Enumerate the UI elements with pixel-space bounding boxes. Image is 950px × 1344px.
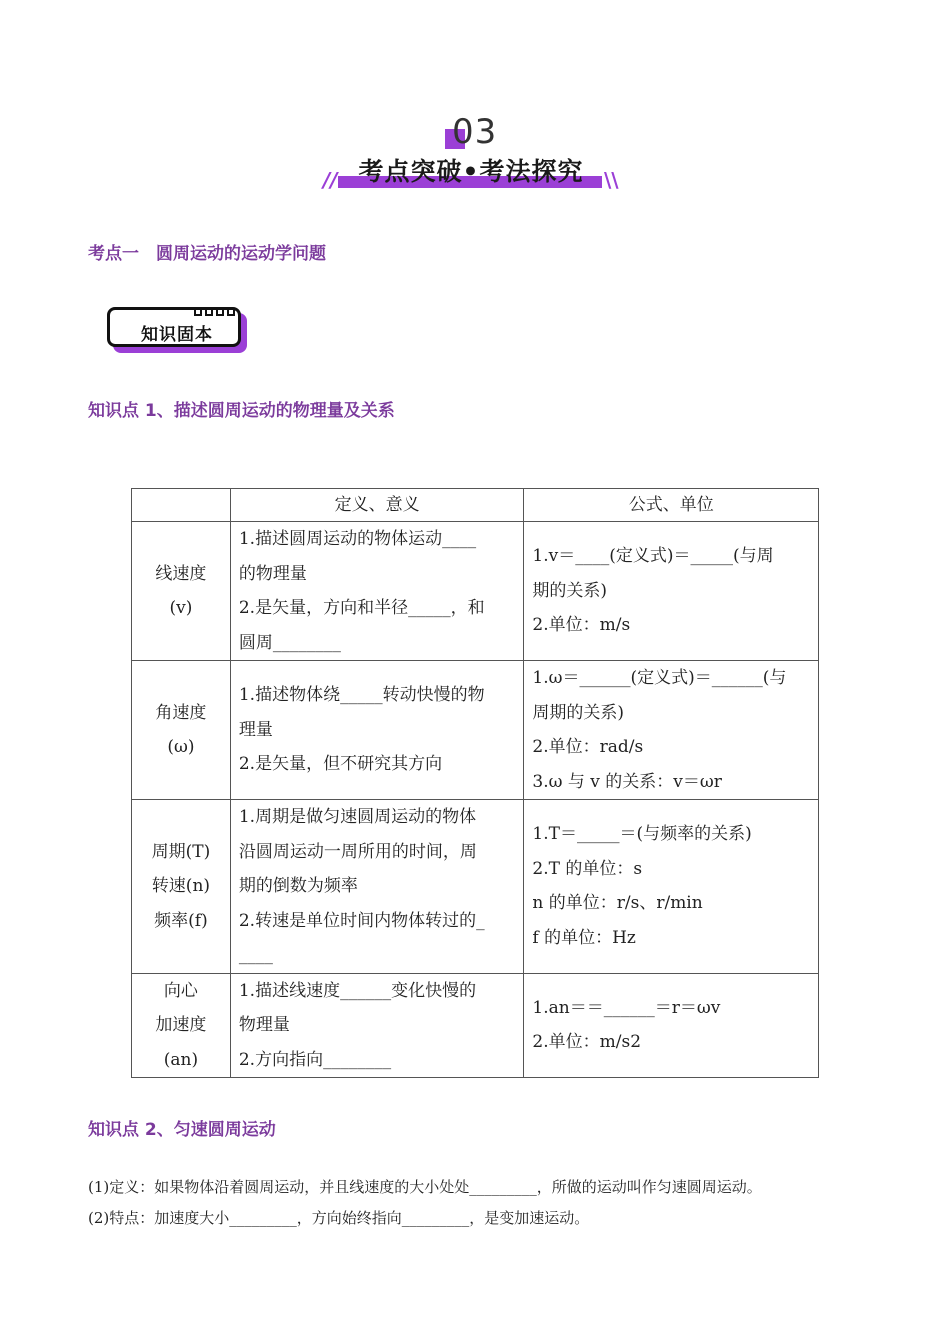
chapter-title: 考点突破•考法探究 — [358, 157, 584, 186]
table-row — [132, 800, 819, 974]
quantities-table — [131, 488, 819, 1078]
formula-cell: 1.an＝＝______＝r＝ωv 2.单位：m/s2 — [524, 973, 819, 1078]
knowledge-point-2-heading: 知识点 2、匀速圆周运动 — [88, 1120, 276, 1140]
header-cell-formula: 公式、单位 — [524, 489, 819, 522]
slash-decoration-right: \\ — [604, 168, 619, 192]
header-cell-empty — [132, 489, 231, 522]
badge-label: 知识固本 — [141, 325, 213, 345]
formula-cell: 1.v＝____(定义式)＝_____(与周 期的关系) 2.单位：m/s — [524, 522, 819, 661]
feature-paragraph: (2)特点：加速度大小_________，方向始终指向_________，是变加速运动。 — [88, 1209, 590, 1227]
definition-cell: 1.周期是做匀速圆周运动的物体 沿圆周运动一周所用的时间，周 期的倒数为频率 2.转速是单位时间内物体转过的_ ____ — [230, 800, 524, 974]
definition-cell: 1.描述物体绕_____转动快慢的物 理量 2.是矢量，但不研究其方向 — [230, 661, 524, 800]
quantity-name-cell: 线速度 (v) — [132, 522, 231, 661]
quantity-name-cell: 向心 加速度 (an) — [132, 973, 231, 1078]
definition-cell: 1.描述线速度______变化快慢的 物理量 2.方向指向________ — [230, 973, 524, 1078]
quantity-name-cell: 角速度 (ω) — [132, 661, 231, 800]
quantity-name-cell: 周期(T) 转速(n) 频率(f) — [132, 800, 231, 974]
table-row — [132, 661, 819, 800]
badge-binder-icon — [194, 308, 238, 316]
table-header-row — [132, 489, 819, 522]
chapter-header — [0, 112, 950, 202]
table-row — [132, 522, 819, 661]
definition-cell: 1.描述圆周运动的物体运动____ 的物理量 2.是矢量，方向和半径_____，和 圆周________ — [230, 522, 524, 661]
badge-box — [107, 307, 241, 347]
section-heading: 考点一 圆周运动的运动学问题 — [88, 244, 326, 264]
definition-paragraph: (1)定义：如果物体沿着圆周运动，并且线速度的大小处处_________，所做的运动叫作匀速圆周运动。 — [88, 1178, 762, 1196]
table-row — [132, 973, 819, 1078]
header-cell-definition: 定义、意义 — [230, 489, 524, 522]
formula-cell: 1.ω＝______(定义式)＝______(与 周期的关系) 2.单位：rad/s 3.ω 与 v 的关系：v＝ωr — [524, 661, 819, 800]
knowledge-point-1-heading: 知识点 1、描述圆周运动的物理量及关系 — [88, 401, 395, 421]
slash-decoration-left: // — [323, 168, 338, 192]
formula-cell: 1.T＝_____＝(与频率的关系) 2.T 的单位：s n 的单位：r/s、r/min f 的单位：Hz — [524, 800, 819, 974]
chapter-number: 03 — [452, 112, 498, 152]
knowledge-badge — [107, 305, 247, 353]
